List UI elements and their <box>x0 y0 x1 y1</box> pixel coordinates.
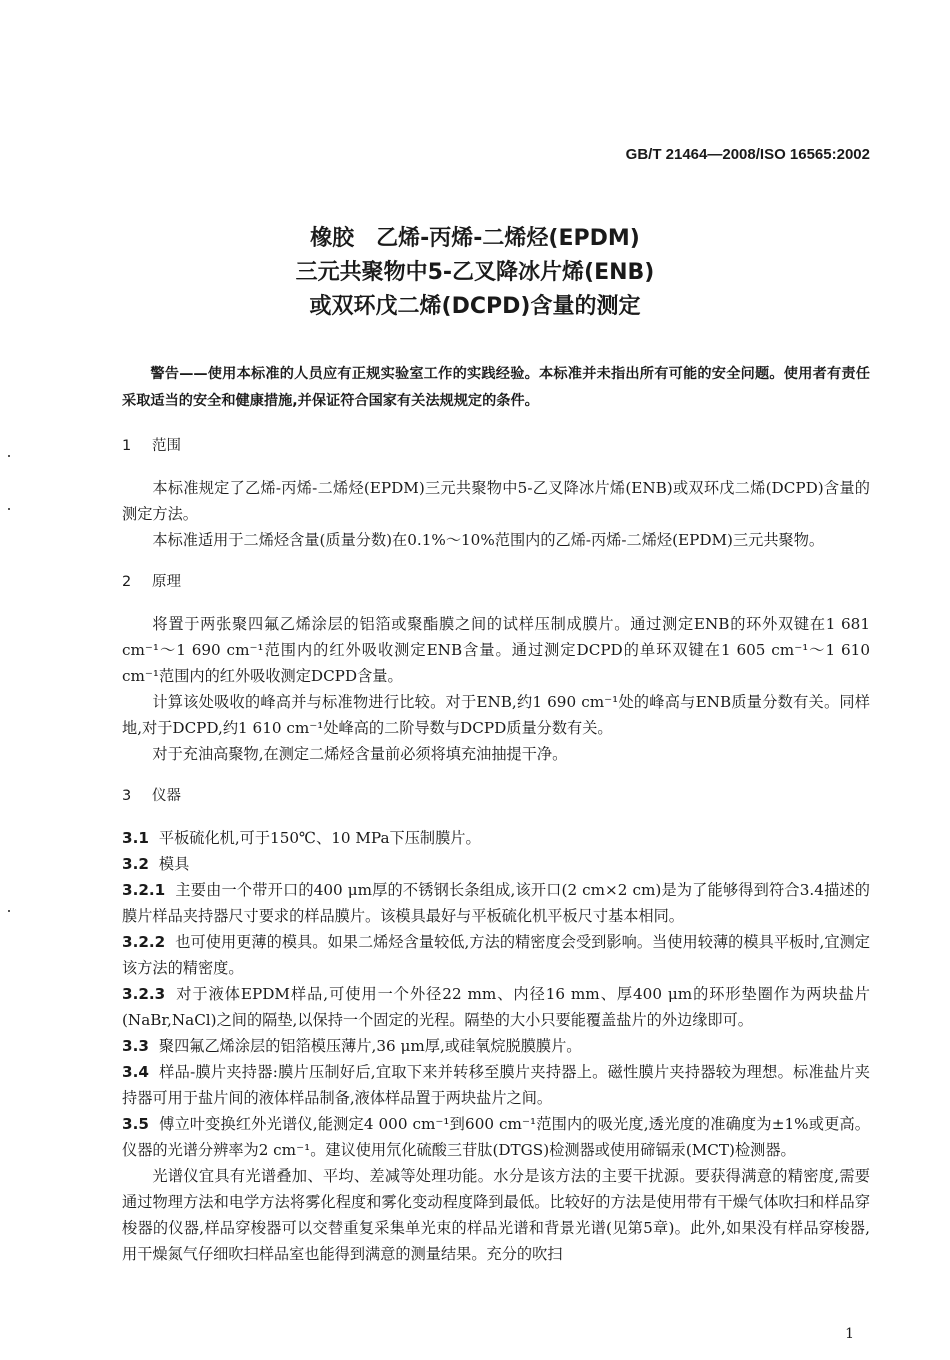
clause-number: 3.4 <box>122 1063 149 1081</box>
section-number: 2 <box>122 574 132 590</box>
standard-code: GB/T 21464—2008/ISO 16565:2002 <box>625 146 870 163</box>
clause-3-3 <box>122 1033 870 1059</box>
clause-3-2-3 <box>122 981 870 1033</box>
scan-mark <box>8 455 10 457</box>
clause-3-5 <box>122 1111 870 1163</box>
clause-3-2 <box>122 851 870 877</box>
section-3-heading <box>122 783 870 809</box>
document-title <box>0 222 950 324</box>
clause-text: 模具 <box>158 855 190 873</box>
title-line-2: 三元共聚物中5-乙叉降冰片烯(ENB) <box>295 260 655 285</box>
clause-number: 3.2 <box>122 855 149 873</box>
section-title: 范围 <box>152 438 181 454</box>
clause-number: 3.5 <box>122 1115 149 1133</box>
clause-number: 3.1 <box>122 829 149 847</box>
title-line-3: 或双环戊二烯(DCPD)含量的测定 <box>309 294 641 319</box>
clause-3-2-1 <box>122 877 870 929</box>
paragraph: 对于充油高聚物,在测定二烯烃含量前必须将填充油抽提干净。 <box>152 745 568 763</box>
paragraph: 计算该处吸收的峰高并与标准物进行比较。对于ENB,约1 690 cm⁻¹处的峰高与ENB质量分数有关。同样地,对于DCPD,约1 610 cm⁻¹处峰高的二阶导数与DCPD质量分数有关。 <box>122 693 870 737</box>
warning-notice: 警告——使用本标准的人员应有正规实验室工作的实践经验。本标准并未指出所有可能的安全问题。使用者有责任采取适当的安全和健康措施,并保证符合国家有关法规规定的条件。 <box>122 366 870 409</box>
section-number: 3 <box>122 788 132 804</box>
paragraph: 本标准规定了乙烯-丙烯-二烯烃(EPDM)三元共聚物中5-乙叉降冰片烯(ENB)或双环戊二烯(DCPD)含量的测定方法。 <box>122 479 870 523</box>
clause-text: 主要由一个带开口的400 μm厚的不锈钢长条组成,该开口(2 cm×2 cm)是为了能够得到符合3.4描述的膜片样品夹持器尺寸要求的样品膜片。该模具最好与平板硫化机平板尺寸基本相同。 <box>122 881 870 925</box>
page-number: 1 <box>845 1326 854 1342</box>
scan-mark <box>8 508 10 510</box>
document-body <box>122 361 870 1267</box>
section-1-heading <box>122 433 870 459</box>
section-title: 仪器 <box>152 788 181 804</box>
paragraph: 光谱仪宜具有光谱叠加、平均、差减等处理功能。水分是该方法的主要干扰源。要获得满意的精密度,需要通过物理方法和电学方法将雾化程度和雾化变动程度降到最低。比较好的方法是使用带有干燥气体吹扫和样品穿梭器的仪器,样品穿梭器可以交替重复采集单光束的样品光谱和背景光谱(见第5章)。此外,如果没有样品穿梭器,用干燥氮气仔细吹扫样品室也能得到满意的测量结果。充分的吹扫 <box>122 1167 870 1263</box>
clause-3-2-2 <box>122 929 870 981</box>
clause-text: 平板硫化机,可于150℃、10 MPa下压制膜片。 <box>158 829 481 847</box>
paragraph: 本标准适用于二烯烃含量(质量分数)在0.1%～10%范围内的乙烯-丙烯-二烯烃(EPDM)三元共聚物。 <box>152 531 825 549</box>
clause-text: 傅立叶变换红外光谱仪,能测定4 000 cm⁻¹到600 cm⁻¹范围内的吸光度,透光度的准确度为±1%或更高。仪器的光谱分辨率为2 cm⁻¹。建议使用氘化硫酸三苷肽(DTGS)检测器或使用碲镉汞(MCT)检测器。 <box>122 1115 870 1159</box>
scan-mark <box>8 910 10 912</box>
clause-number: 3.3 <box>122 1037 149 1055</box>
section-2-heading <box>122 569 870 595</box>
clause-number: 3.2.1 <box>122 881 166 899</box>
clause-number: 3.2.2 <box>122 933 166 951</box>
clause-text: 聚四氟乙烯涂层的铝箔模压薄片,36 μm厚,或硅氧烷脱膜膜片。 <box>158 1037 582 1055</box>
clause-text: 对于液体EPDM样品,可使用一个外径22 mm、内径16 mm、厚400 μm的环形垫圈作为两块盐片(NaBr,NaCl)之间的隔垫,以保持一个固定的光程。隔垫的大小只要能覆盖盐片的外边缘即可。 <box>122 985 870 1029</box>
clause-number: 3.2.3 <box>122 985 166 1003</box>
paragraph: 将置于两张聚四氟乙烯涂层的铝箔或聚酯膜之间的试样压制成膜片。通过测定ENB的环外双键在1 681 cm⁻¹～1 690 cm⁻¹范围内的红外吸收测定ENB含量。通过测定DCPD的单环双键在1 605 cm⁻¹～1 610 cm⁻¹范围内的红外吸收测定DCPD含量。 <box>122 615 870 685</box>
section-number: 1 <box>122 438 132 454</box>
clause-3-1 <box>122 825 870 851</box>
section-title: 原理 <box>152 574 181 590</box>
title-line-1: 橡胶 乙烯-丙烯-二烯烃(EPDM) <box>310 226 640 251</box>
clause-text: 也可使用更薄的模具。如果二烯烃含量较低,方法的精密度会受到影响。当使用较薄的模具平板时,宜测定该方法的精密度。 <box>122 933 870 977</box>
clause-text: 样品-膜片夹持器:膜片压制好后,宜取下来并转移至膜片夹持器上。磁性膜片夹持器较为理想。标准盐片夹持器可用于盐片间的液体样品制备,液体样品置于两块盐片之间。 <box>122 1063 870 1107</box>
clause-3-4 <box>122 1059 870 1111</box>
